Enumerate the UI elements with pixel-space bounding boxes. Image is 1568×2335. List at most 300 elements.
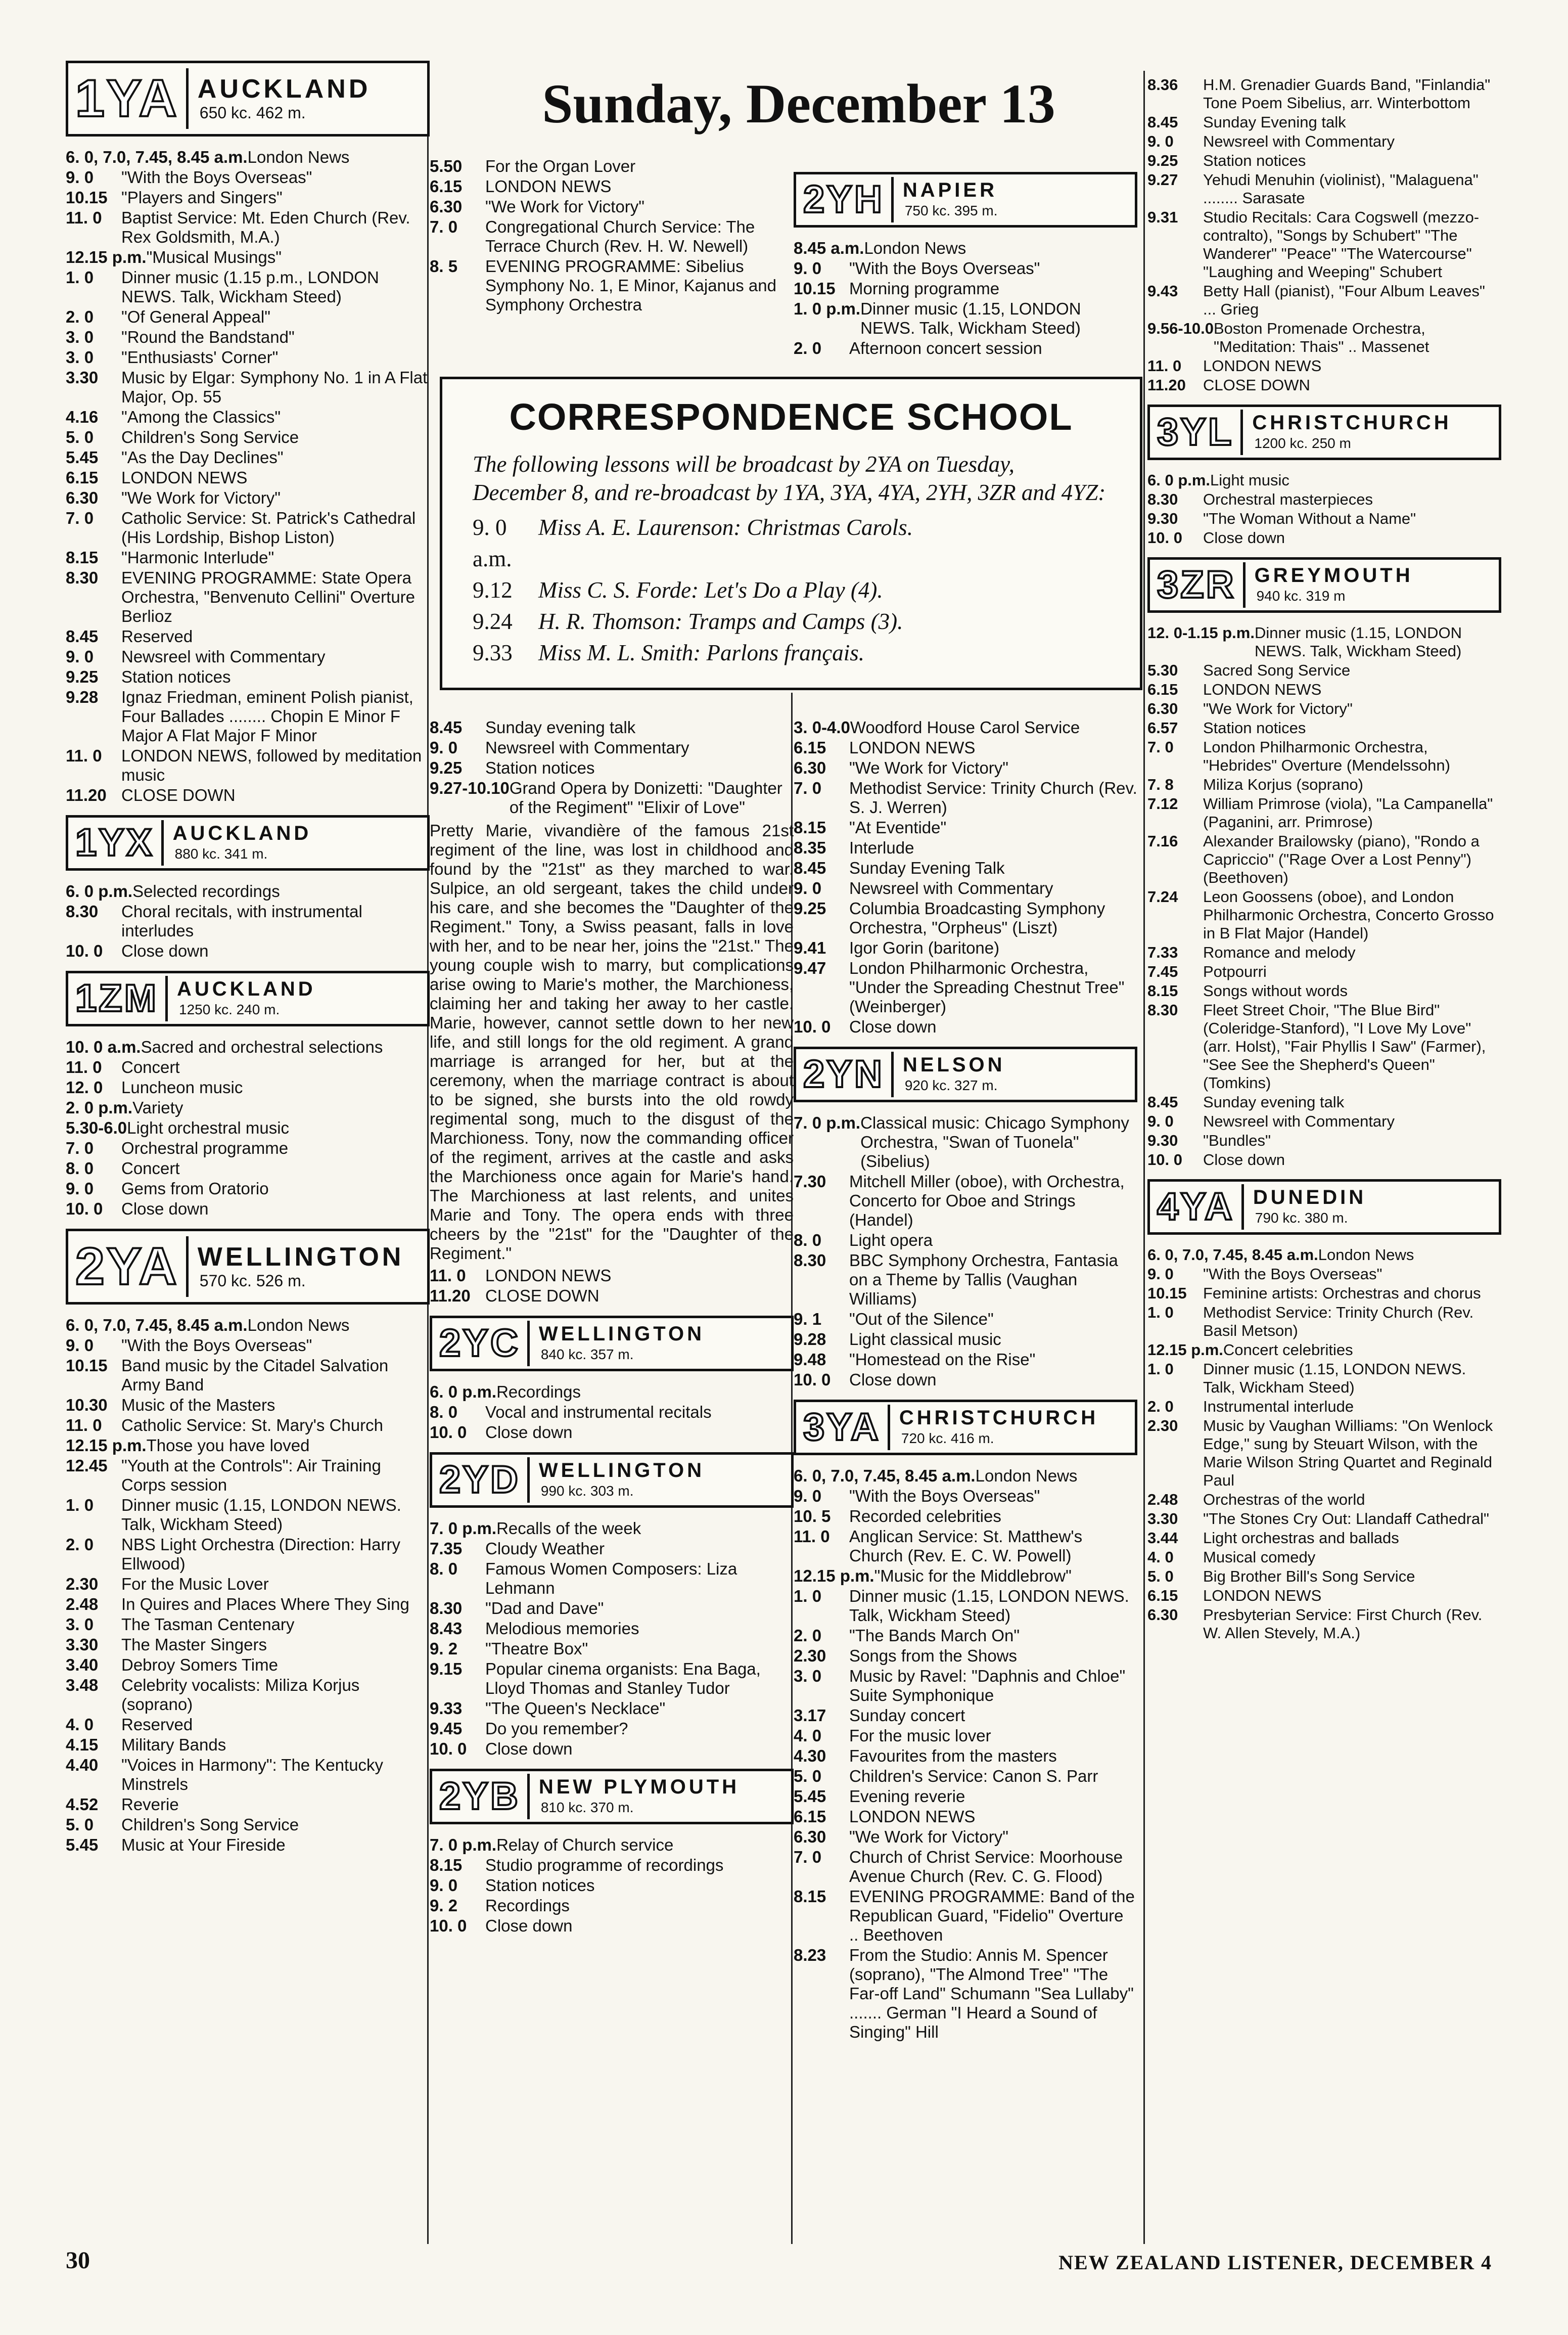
programme-description: Newsreel with Commentary [485, 738, 689, 757]
programme-entry [66, 1416, 430, 1435]
programme-entry [1147, 1284, 1501, 1303]
programme-entry [66, 348, 430, 367]
programme-time: 3. 0 [794, 1667, 822, 1685]
programme-entry [794, 1807, 1137, 1826]
programme-time: 8.15 [794, 1887, 826, 1906]
programme-entry [430, 157, 794, 176]
programme-description: Orchestral programme [121, 1139, 289, 1157]
station-banner-1yx [66, 815, 430, 871]
programme-time: 5. 0 [794, 1767, 822, 1785]
programme-entry [1147, 490, 1501, 509]
programme-description: Big Brother Bill's Song Service [1203, 1567, 1415, 1585]
programme-description: Reverie [121, 1795, 179, 1814]
programme-description: "At Eventide" [849, 818, 947, 837]
station-city: CHRISTCHURCH [1252, 412, 1452, 434]
programme-entry [794, 1626, 1137, 1645]
programme-description: Dinner music (1.15, LONDON NEWS. Talk, Wickham Steed) [1203, 1360, 1466, 1396]
programme-time: 9.41 [794, 938, 826, 957]
programme-entry [794, 1587, 1137, 1625]
programme-time: 3.17 [794, 1706, 826, 1725]
programme-time: 10. 0 [430, 1739, 467, 1758]
programme-description: "We Work for Victory" [849, 1827, 1008, 1846]
programme-time: 9.48 [794, 1350, 826, 1369]
programme-entry [794, 1746, 1137, 1766]
programme-description: Romance and melody [1203, 944, 1356, 961]
programme-entry [1147, 1529, 1501, 1547]
programme-time: 10. 0 [430, 1423, 467, 1442]
programme-time: 2.48 [66, 1595, 99, 1613]
programme-entry [430, 1403, 794, 1422]
programme-entry [66, 1595, 430, 1614]
programme-time: 1. 0 p.m. [794, 299, 861, 318]
programme-entry [1147, 1112, 1501, 1131]
programme-description: Church of Christ Service: Moorhouse Avenue Church (Rev. C. G. Flood) [849, 1848, 1123, 1885]
programme-time: 8.30 [1147, 1001, 1178, 1019]
programme-description: Newsreel with Commentary [1203, 1112, 1395, 1130]
programme-description: Ignaz Friedman, eminent Polish pianist, Four Ballades ........ Chopin E Minor F Major A Flat Major F Minor [121, 688, 413, 745]
column-1 [66, 51, 430, 1856]
programme-entry [66, 268, 430, 306]
programme-entry [66, 428, 430, 447]
programme-time: 11.20 [66, 786, 107, 804]
programme-description: London News [247, 1316, 350, 1334]
programme-entry [794, 1767, 1137, 1786]
lesson-item: 9. 0 a.m. Miss A. E. Laurenson: Christmas Carols. [473, 515, 913, 571]
station-city: AUCKLAND [172, 822, 312, 844]
programme-description: Reserved [121, 627, 193, 646]
programme-description: "Dad and Dave" [485, 1599, 604, 1618]
programme-description: LONDON NEWS [121, 468, 248, 487]
programme-time: 8.23 [794, 1946, 826, 1964]
programme-description: Do you remember? [485, 1719, 628, 1738]
station-banner-2yd [430, 1452, 794, 1508]
programme-description: LONDON NEWS [485, 177, 612, 196]
programme-time: 7.16 [1147, 832, 1178, 850]
programme-description: Presbyterian Service: First Church (Rev. W. Allen Stevely, M.A.) [1203, 1606, 1483, 1642]
column-2-lower [430, 718, 794, 1937]
programme-description: Afternoon concert session [849, 339, 1042, 357]
programme-entry [66, 248, 430, 267]
programme-time: 12. 0-1.15 p.m. [1147, 624, 1255, 642]
programme-time: 6. 0, 7.0, 7.45, 8.45 a.m. [66, 148, 248, 166]
programme-entry [794, 1566, 1137, 1586]
programme-time: 9.47 [794, 959, 826, 977]
programme-entry [1147, 624, 1501, 660]
station-city: WELLINGTON [538, 1323, 705, 1345]
programme-time: 2.48 [1147, 1491, 1178, 1508]
programme-description: Concert [121, 1058, 180, 1076]
programme-list-2yd [430, 1519, 794, 1759]
programme-description: Recordings [496, 1382, 581, 1401]
programme-entry [794, 959, 1137, 1016]
station-city: NAPIER [902, 179, 997, 201]
programme-time: 9. 0 [66, 1336, 94, 1355]
station-call: 1YA [75, 68, 189, 129]
station-call: 2YD [439, 1457, 530, 1503]
programme-entry [794, 1887, 1137, 1945]
programme-time: 9. 0 [1147, 1265, 1174, 1283]
programme-description: Newsreel with Commentary [121, 647, 326, 666]
programme-description: "Music for the Middlebrow" [874, 1566, 1072, 1585]
programme-entry [66, 368, 430, 407]
station-city: GREYMOUTH [1254, 564, 1413, 587]
station-city: NEW PLYMOUTH [538, 1776, 740, 1798]
programme-description: "Players and Singers" [121, 188, 283, 207]
programme-time: 11. 0 [66, 1416, 102, 1434]
programme-time: 9. 0 [794, 259, 822, 278]
programme-entry [66, 1456, 430, 1495]
programme-entry [1147, 1265, 1501, 1283]
programme-description: London Philharmonic Orchestra, "Under the Spreading Chestnut Tree" (Weinberger) [849, 959, 1125, 1016]
programme-time: 5.45 [794, 1787, 826, 1806]
programme-time: 2. 0 [794, 339, 822, 357]
programme-entry [794, 1848, 1137, 1886]
programme-time: 5.30 [1147, 661, 1178, 679]
programme-time: 7. 0 p.m. [794, 1113, 861, 1132]
programme-description: Catholic Service: St. Mary's Church [121, 1416, 383, 1434]
programme-time: 12.45 [66, 1456, 108, 1475]
station-city: NELSON [902, 1054, 1005, 1076]
programme-entry [66, 468, 430, 487]
programme-description: Anglican Service: St. Matthew's Church (Rev. E. C. W. Powell) [849, 1527, 1083, 1565]
programme-description: "With the Boys Overseas" [121, 168, 312, 187]
programme-description: "Out of the Silence" [849, 1310, 994, 1328]
programme-description: Music by Elgar: Symphony No. 1 in A Flat Major, Op. 55 [121, 368, 428, 406]
programme-description: Dinner music (1.15, LONDON NEWS. Talk, Wickham Steed) [860, 299, 1081, 337]
programme-time: 5. 0 [66, 428, 94, 446]
programme-time: 4. 0 [1147, 1548, 1174, 1566]
programme-time: 1. 0 [1147, 1304, 1174, 1321]
programme-description: EVENING PROGRAMME: State Opera Orchestra, "Benvenuto Cellini" Overture Berlioz [121, 568, 416, 625]
programme-description: "The Queen's Necklace" [485, 1699, 666, 1718]
station-banner-2yb [430, 1769, 794, 1824]
programme-entry [1147, 471, 1501, 489]
programme-time: 9. 2 [430, 1896, 458, 1915]
programme-entry [66, 1535, 430, 1574]
programme-description: Classical music: Chicago Symphony Orchestra, "Swan of Tuonela" (Sibelius) [860, 1113, 1129, 1171]
programme-entry [1147, 1510, 1501, 1528]
programme-time: 9. 0 [66, 647, 94, 666]
station-city: WELLINGTON [197, 1242, 404, 1272]
programme-entry [66, 1756, 430, 1794]
lesson-item: 9.33 Miss M. L. Smith: Parlons français. [473, 640, 865, 665]
station-banner-3ya [794, 1400, 1137, 1455]
programme-entry [1147, 1132, 1501, 1150]
programme-entry [430, 257, 794, 315]
station-call: 4YA [1157, 1184, 1244, 1230]
programme-time: 10. 0 [66, 941, 103, 960]
programme-time: 7.35 [430, 1539, 463, 1558]
station-banner-2yh [794, 172, 1137, 228]
programme-description: The Tasman Centenary [121, 1615, 295, 1634]
programme-description: Celebrity vocalists: Miliza Korjus (soprano) [121, 1676, 360, 1714]
programme-entry [794, 1172, 1137, 1230]
column-3 [794, 162, 1137, 359]
programme-entry [430, 1896, 794, 1915]
programme-description: Sunday Evening Talk [849, 859, 1005, 877]
station-banner-3yl [1147, 405, 1501, 460]
programme-entry [430, 1699, 794, 1718]
programme-entry [794, 879, 1137, 898]
programme-description: London News [975, 1466, 1078, 1485]
programme-description: Children's Service: Canon S. Parr [849, 1767, 1098, 1785]
programme-time: 11. 0 [66, 746, 102, 765]
programme-entry [1147, 1304, 1501, 1340]
programme-time: 4.16 [66, 408, 99, 426]
programme-entry [794, 1507, 1137, 1526]
programme-time: 9. 0 [66, 1179, 94, 1198]
programme-description: Favourites from the masters [849, 1746, 1057, 1765]
programme-list-2ya-late [430, 718, 794, 817]
programme-time: 3.30 [1147, 1510, 1178, 1528]
programme-description: Gems from Oratorio [121, 1179, 269, 1198]
programme-time: 7.24 [1147, 888, 1178, 906]
programme-description: Music by Ravel: "Daphnis and Chloe" Suite Symphonique [849, 1667, 1126, 1704]
programme-entry [66, 488, 430, 508]
programme-list-3ya [794, 1466, 1137, 2042]
programme-description: Close down [485, 1423, 573, 1442]
programme-time: 9.25 [66, 667, 99, 686]
programme-time: 11. 0 [794, 1527, 830, 1546]
programme-time: 6.15 [66, 468, 99, 487]
programme-time: 7. 0 [66, 1139, 94, 1157]
programme-time: 9. 0 [1147, 1112, 1174, 1130]
programme-description: LONDON NEWS [1203, 1587, 1322, 1604]
programme-time: 9.25 [430, 758, 463, 777]
programme-entry [794, 1667, 1137, 1705]
programme-time: 4.52 [66, 1795, 99, 1814]
programme-time: 8.30 [794, 1251, 826, 1270]
programme-time: 10. 5 [794, 1507, 831, 1525]
programme-entry [794, 339, 1137, 358]
programme-time: 3. 0 [66, 1615, 94, 1634]
programme-time: 9. 0 [794, 879, 822, 897]
programme-description: Military Bands [121, 1735, 226, 1754]
programme-description: Close down [849, 1017, 937, 1036]
programme-description: For the Music Lover [121, 1575, 269, 1593]
programme-time: 9. 0 [430, 1876, 458, 1895]
programme-entry [430, 758, 794, 778]
programme-time: 3. 0 [66, 328, 94, 346]
programme-description: Feminine artists: Orchestras and chorus [1203, 1284, 1481, 1302]
programme-time: 9.30 [1147, 1132, 1178, 1149]
programme-time: 10.15 [66, 188, 108, 207]
programme-entry [794, 299, 1137, 338]
programme-entry [430, 1659, 794, 1698]
programme-entry [794, 1827, 1137, 1847]
column-4 [1147, 76, 1501, 1643]
station-city: AUCKLAND [177, 978, 316, 1000]
programme-time: 8.45 [66, 627, 99, 646]
programme-entry [66, 188, 430, 207]
station-frequency: 920 kc. 327 m. [904, 1077, 998, 1093]
programme-description: "Theatre Box" [485, 1639, 588, 1658]
programme-time: 10. 0 a.m. [66, 1038, 141, 1056]
station-banner-4ya [1147, 1179, 1501, 1235]
programme-time: 8.15 [66, 548, 99, 567]
programme-entry [1147, 529, 1501, 547]
programme-entry [66, 1676, 430, 1714]
programme-description: Morning programme [849, 279, 1000, 298]
programme-description: Alexander Brailowsky (piano), "Rondo a Capriccio" ("Rage Over a Lost Penny") (Beethoven) [1203, 832, 1480, 886]
programme-time: 4.30 [794, 1746, 826, 1765]
programme-time: 1. 0 [66, 268, 94, 287]
programme-time: 10. 0 [1147, 1151, 1182, 1169]
programme-time: 5.30-6.0 [66, 1118, 127, 1137]
programme-time: 9. 0 [66, 168, 94, 187]
programme-time: 12. 0 [66, 1078, 103, 1097]
programme-entry [66, 1316, 430, 1335]
programme-entry [430, 718, 794, 737]
programme-time: 7.30 [794, 1172, 826, 1191]
programme-description: Debroy Somers Time [121, 1655, 278, 1674]
programme-entry [794, 838, 1137, 858]
programme-description: Sunday concert [849, 1706, 965, 1725]
programme-entry [794, 279, 1137, 298]
programme-description: Children's Song Service [121, 1815, 299, 1834]
programme-description: Catholic Service: St. Patrick's Cathedral (His Lordship, Bishop Liston) [121, 509, 416, 547]
programme-entry [430, 217, 794, 256]
programme-entry [1147, 1587, 1501, 1605]
programme-description: Variety [132, 1098, 183, 1117]
programme-entry [66, 448, 430, 467]
station-frequency: 750 kc. 395 m. [904, 203, 998, 218]
programme-entry [794, 1330, 1137, 1349]
programme-time: 8.15 [1147, 982, 1178, 1000]
programme-description: Light opera [849, 1231, 933, 1249]
programme-time: 6.30 [794, 1827, 826, 1846]
correspondence-intro: The following lessons will be broadcast by 2YA on Tuesday, December 8, and re-broadcast by 1YA, 3YA, 4YA, 2YH, 3ZR and 4YZ: [473, 452, 1106, 505]
programme-description: Methodist Service: Trinity Church (Rev. S. J. Werren) [849, 779, 1137, 817]
programme-entry [66, 1815, 430, 1834]
programme-description: Concert celebrities [1223, 1341, 1353, 1359]
programme-description: Sacred Song Service [1203, 661, 1351, 679]
programme-entry [66, 328, 430, 347]
programme-time: 8. 0 [430, 1559, 458, 1578]
programme-entry [66, 509, 430, 547]
programme-description: Dinner music (1.15 p.m., LONDON NEWS. Talk, Wickham Steed) [121, 268, 379, 306]
programme-entry [66, 1795, 430, 1814]
programme-entry [430, 1835, 794, 1855]
programme-time: 6.15 [794, 1807, 826, 1826]
programme-list-2yc [430, 1382, 794, 1442]
programme-entry [66, 1496, 430, 1534]
programme-description: "Homestead on the Rise" [849, 1350, 1036, 1369]
programme-description: Close down [121, 941, 209, 960]
programme-time: 3.48 [66, 1676, 99, 1694]
programme-time: 9.43 [1147, 282, 1178, 300]
programme-entry [1147, 171, 1501, 207]
programme-description: Leon Goossens (oboe), and London Philharmonic Orchestra, Concerto Grosso in B Flat Major (Handel) [1203, 888, 1494, 942]
programme-description: Melodious memories [485, 1619, 639, 1638]
station-banner-1zm [66, 971, 430, 1026]
programme-description: EVENING PROGRAMME: Sibelius Symphony No. 1, E Minor, Kajanus and Symphony Orchestra [485, 257, 776, 314]
programme-description: London News [1318, 1246, 1414, 1264]
programme-entry [66, 882, 430, 901]
programme-description: Music at Your Fireside [121, 1835, 286, 1854]
programme-entry [430, 1719, 794, 1738]
programme-description: In Quires and Places Where They Sing [121, 1595, 409, 1613]
programme-description: "Harmonic Interlude" [121, 548, 274, 567]
programme-entry [1147, 76, 1501, 112]
programme-time: 9. 2 [430, 1639, 458, 1658]
programme-entry [66, 148, 430, 167]
programme-time: 3.30 [66, 368, 99, 387]
programme-description: LONDON NEWS [849, 738, 976, 757]
programme-time: 10.30 [66, 1396, 108, 1414]
programme-entry [794, 758, 1137, 778]
programme-entry [794, 899, 1137, 937]
programme-time: 7. 0 p.m. [430, 1835, 497, 1854]
programme-entry [430, 1266, 794, 1285]
station-frequency: 1200 kc. 250 m [1254, 435, 1351, 451]
programme-description: Close down [1203, 1151, 1285, 1169]
programme-entry [1147, 1567, 1501, 1586]
programme-description: LONDON NEWS [1203, 681, 1322, 698]
programme-time: 2. 0 [1147, 1398, 1174, 1415]
programme-entry [1147, 1093, 1501, 1111]
programme-entry [66, 1615, 430, 1634]
programme-description: Those you have loved [146, 1436, 310, 1455]
programme-description: "Enthusiasts' Corner" [121, 348, 279, 367]
programme-description: Close down [485, 1916, 573, 1935]
programme-description: Station notices [485, 1876, 595, 1895]
programme-time: 6. 0 p.m. [430, 1382, 497, 1401]
programme-time: 1. 0 [1147, 1360, 1174, 1378]
programme-time: 7. 8 [1147, 776, 1174, 793]
programme-entry [794, 859, 1137, 878]
programme-time: 9.31 [1147, 208, 1178, 226]
programme-time: 6.15 [1147, 1587, 1178, 1604]
programme-time: 8.35 [794, 838, 826, 857]
programme-description: Luncheon music [121, 1078, 243, 1097]
programme-time: 8. 5 [430, 257, 458, 276]
programme-time: 6.15 [794, 738, 826, 757]
programme-description: Cloudy Weather [485, 1539, 605, 1558]
programme-description: Recordings [485, 1896, 570, 1915]
programme-time: 8.30 [1147, 490, 1178, 508]
programme-description: Relay of Church service [496, 1835, 674, 1854]
programme-description: Dinner music (1.15, LONDON NEWS. Talk, Wickham Steed) [1254, 624, 1462, 660]
programme-entry [430, 1856, 794, 1875]
programme-description: Children's Song Service [121, 428, 299, 446]
programme-time: 6. 0 p.m. [66, 882, 133, 901]
programme-description: Songs from the Shows [849, 1646, 1017, 1665]
programme-time: 9.15 [430, 1659, 463, 1678]
programme-time: 2. 0 [66, 307, 94, 326]
programme-entry [66, 1336, 430, 1355]
programme-list-2yb [430, 1835, 794, 1936]
programme-time: 6.30 [1147, 1606, 1178, 1624]
programme-description: Choral recitals, with instrumental interludes [121, 902, 362, 940]
programme-description: "As the Day Declines" [121, 448, 284, 467]
programme-time: 11. 0 [66, 1058, 102, 1076]
programme-entry [1147, 661, 1501, 680]
programme-time: 8. 0 [794, 1231, 822, 1249]
programme-time: 6. 0, 7.0, 7.45, 8.45 a.m. [66, 1316, 248, 1334]
programme-time: 5. 0 [1147, 1567, 1174, 1585]
station-banner-2yn [794, 1047, 1137, 1102]
programme-entry [430, 1639, 794, 1658]
programme-description: William Primrose (viola), "La Campanella" (Paganini, arr. Primrose) [1203, 795, 1493, 831]
programme-time: 5.50 [430, 157, 463, 175]
programme-time: 7.33 [1147, 944, 1178, 961]
programme-description: Musical comedy [1203, 1548, 1316, 1566]
station-call: 2YH [803, 177, 894, 222]
programme-entry [1147, 1341, 1501, 1359]
programme-description: London News [864, 239, 966, 257]
programme-entry [794, 718, 1137, 737]
